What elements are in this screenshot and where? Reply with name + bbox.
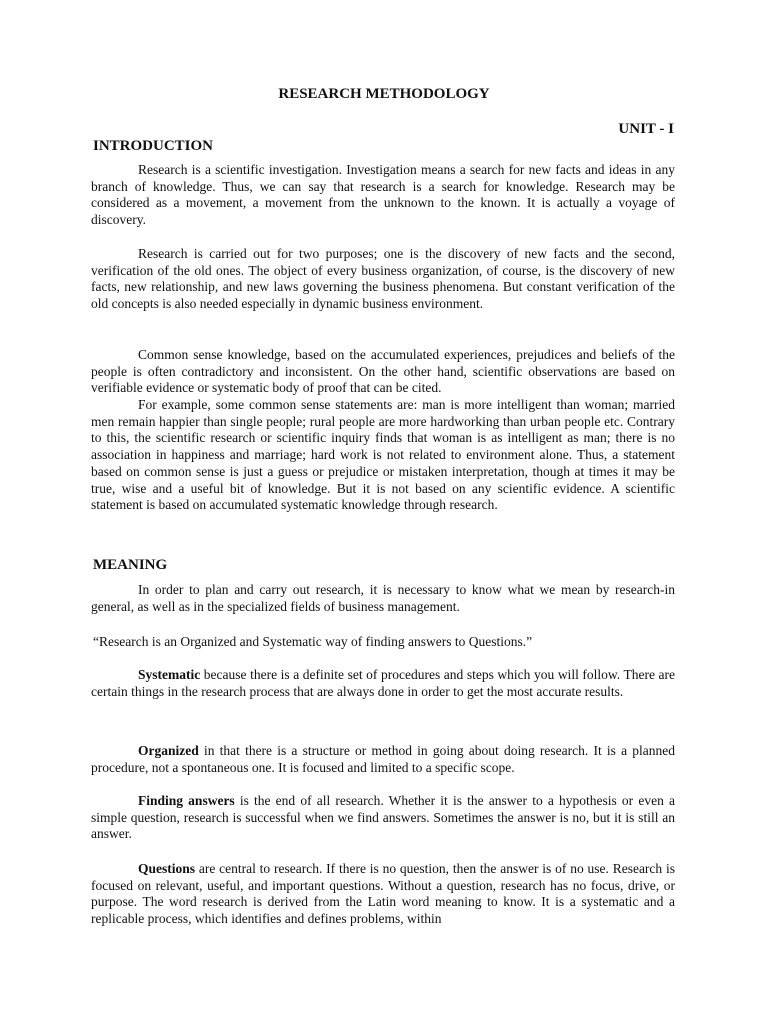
- questions-term: Questions: [138, 861, 196, 876]
- questions-paragraph: [91, 861, 675, 928]
- systematic-text: because there is a definite set of procedures and steps which you will follow. There are certain things in the research process that are always done in order to get the most accurate results.: [91, 667, 675, 699]
- unit-label: UNIT - I: [618, 121, 674, 137]
- systematic-paragraph: [91, 667, 675, 700]
- meaning-heading: MEANING: [93, 557, 168, 573]
- definition-quote: “Research is an Organized and Systematic way of finding answers to Questions.”: [93, 634, 533, 649]
- introduction-paragraph-2: Research is carried out for two purposes; one is the discovery of new facts and the second, verification of the old ones. The object of every business organization, of course, is the discovery of new facts, new relationship, and new laws governing the business phenomena. But constant verification of the old concepts is also needed especially in dynamic business environment.: [91, 246, 675, 312]
- systematic-term: Systematic: [138, 667, 201, 682]
- organized-text: in that there is a structure or method in going about doing research. It is a planned procedure, not a spontaneous one. It is focused and limited to a specific scope.: [91, 743, 675, 775]
- finding-answers-term: Finding answers: [138, 793, 235, 808]
- meaning-paragraph-1: In order to plan and carry out research, it is necessary to know what we mean by research-in general, as well as in the specialized fields of business management.: [91, 582, 675, 614]
- organized-term: Organized: [138, 743, 199, 758]
- introduction-heading: INTRODUCTION: [93, 138, 214, 154]
- document-title: RESEARCH METHODOLOGY: [278, 86, 490, 102]
- introduction-paragraph-4: For example, some common sense statements are: man is more intelligent than woman; married men remain happier than single people; rural people are more hardworking than urban people etc. Contrary to this, the scientific research or scientific inquiry finds that woman is as intelligent as man; there is no association in happiness and marriage; hard work is not related to environment alone. Thus, a statement based on common sense is just a guess or prejudice or mistaken interpretation, though at times it may be true, wise and a useful bit of knowledge. But it is not based on any scientific evidence. A scientific statement is based on accumulated systematic knowledge through research.: [91, 397, 675, 513]
- finding-answers-text: is the end of all research. Whether it is the answer to a hypothesis or even a simple question, research is successful when we find answers. Sometimes the answer is no, but it is still an answer.: [91, 793, 675, 842]
- introduction-paragraph-3: Common sense knowledge, based on the accumulated experiences, prejudices and beliefs of the people is often contradictory and inconsistent. On the other hand, scientific observations are based on verifiable evidence or systematic body of proof that can be cited.: [91, 347, 675, 396]
- finding-answers-paragraph: [91, 793, 675, 843]
- questions-text: are central to research. If there is no question, then the answer is of no use. Research is focused on relevant, useful, and important questions. Without a question, research has no focus, drive, or purpose. The word research is derived from the Latin word meaning to know. It is a systematic and a replicable process, which identifies and defines problems, within: [91, 861, 675, 927]
- organized-paragraph: [91, 743, 675, 776]
- introduction-paragraph-1: Research is a scientific investigation. Investigation means a search for new facts and ideas in any branch of knowledge. Thus, we can say that research is a search for knowledge. Research may be considered as a movement, a movement from the unknown to the known. It is actually a voyage of discovery.: [91, 162, 675, 228]
